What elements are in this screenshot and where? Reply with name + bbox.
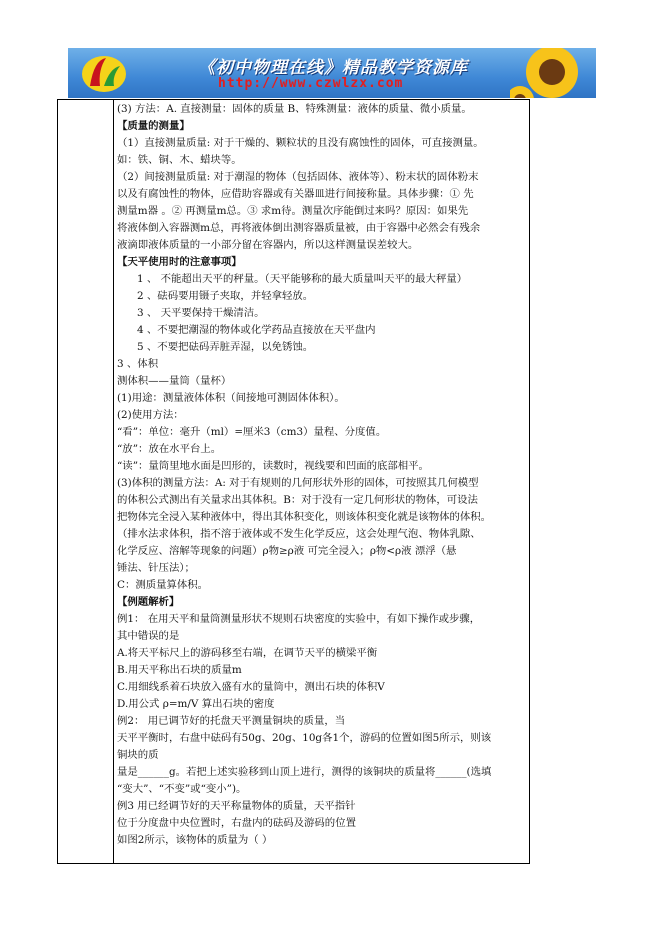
section-heading: 【天平使用时的注意事项】 [117, 256, 242, 268]
text-line: 把物体完全浸入某种液体中，得出其体积变化，则该体积变化就是该物体的体积。 [117, 511, 492, 523]
text-line: 锤法、针压法）； [117, 562, 195, 574]
text-line: (2)使用方法： [117, 409, 184, 421]
text-line: 其中错误的是 [117, 630, 180, 642]
sunflower-icon [510, 48, 590, 98]
list-item: 4 、不要把潮湿的物体或化学药品直接放在天平盘内 [137, 324, 376, 336]
text-line: 3 、体积 [117, 358, 159, 370]
text-line: 化学反应、溶解等现象的问题）ρ物≥ρ液 可完全浸入；ρ物<ρ液 漂浮（悬 [117, 545, 457, 557]
text-line: 测量m器 。② 再测量m总。③ 求m待。测量次序能倒过来吗？原因：如果先 [117, 205, 469, 217]
header-banner [68, 48, 596, 98]
text-line: “读”：量筒里地水面是凹形的，读数时，视线要和凹面的底部相平。 [117, 460, 429, 472]
option-line: D.用公式 ρ=m/V 算出石块的密度 [117, 698, 275, 710]
text-line: “放”：放在水平台上。 [117, 443, 222, 455]
banner-title: 《初中物理在线》精品教学资源库 [198, 58, 468, 78]
text-line: 的体积公式测出有关量求出其体积。B：对于没有一定几何形状的物体，可设法 [117, 494, 478, 506]
section-heading: 【例题解析】 [117, 596, 180, 608]
text-line: C：测质量算体积。 [117, 579, 209, 591]
text-line: 例2： 用已调节好的托盘天平测量铜块的质量，当 [117, 715, 346, 727]
list-item: 3 、 天平要保持干燥清洁。 [137, 307, 265, 319]
text-line: （1）直接测量质量: 对于干燥的、颗粒状的且没有腐蚀性的固体，可直接测量。 [117, 137, 484, 149]
text-line: (3) 方法：A. 直接测量：固体的质量 B、特殊测量：液体的质量、微小质量。 [117, 103, 472, 115]
banner-url[interactable]: http://www.czwlzx.com [218, 76, 404, 91]
text-line: 铜块的质 [117, 749, 159, 761]
text-line: (1)用途：测量液体体积（间接地可测固体体积）。 [117, 392, 345, 404]
logo-icon [80, 52, 128, 94]
text-line: 例1： 在用天平和量筒测量形状不规则石块密度的实验中，有如下操作或步骤， [117, 613, 481, 625]
text-line: 如：铁、铜、木、蜡块等。 [117, 154, 242, 166]
text-line: (3)体积的测量方法：A: 对于有规则的几何形状外形的固体，可按照其几何模型 [117, 477, 479, 489]
option-line: C.用细线系着石块放入盛有水的量筒中，测出石块的体积V [117, 681, 385, 693]
text-line: （2）间接测量质量: 对于潮湿的物体（包括固体、液体等）、粉末状的固体粉末 [117, 171, 479, 183]
list-item: 5 、不要把砝码弄脏弄湿，以免锈蚀。 [137, 341, 314, 353]
option-line: B.用天平称出石块的质量m [117, 664, 242, 676]
text-line: 液滴即液体质量的一小部分留在容器内，所以这样测量误差较大。 [117, 239, 419, 251]
list-item: 1 、 不能超出天平的秤量。（天平能够称的最大质量叫天平的最大秤量） [137, 273, 468, 285]
text-line: 例3 用已经调节好的天平称量物体的质量，天平指针 [117, 800, 356, 812]
text-line: 以及有腐蚀性的物体，应借助容器或有关器皿进行间接称量。具体步骤：① 先 [117, 188, 474, 200]
section-heading: 【质量的测量】 [117, 120, 190, 132]
text-line: 将液体倒入容器测m总，再将液体倒出测容器质量被，由于容器中必然会有残余 [117, 222, 481, 234]
text-line: 测体积——量筒（量杯） [117, 375, 232, 387]
option-line: A.将天平标尺上的游码移至右端，在调节天平的横梁平衡 [117, 647, 378, 659]
text-line: 量是______g。若把上述实验移到山顶上进行，测得的该铜块的质量将______(选填 [117, 766, 492, 778]
list-item: 2 、砝码要用镊子夹取，并轻拿轻放。 [137, 290, 314, 302]
text-line: 如图2所示，该物体的质量为（ ） [117, 834, 273, 846]
table-left-cell [57, 99, 114, 864]
text-line: “变大”、“不变”或“变小”)。 [117, 783, 247, 795]
text-line: “看”：单位：毫升（ml）=厘米3（cm3）量程、分度值。 [117, 426, 387, 438]
text-line: 位于分度盘中央位置时，右盘内的砝码及游码的位置 [117, 817, 356, 829]
text-line: （排水法求体积，指不溶于液体或不发生化学反应，这会处理气泡、物体乳隙、 [117, 528, 481, 540]
text-line: 天平平衡时，右盘中砝码有50g、20g、10g各1个，游码的位置如图5所示，则该 [117, 732, 492, 744]
